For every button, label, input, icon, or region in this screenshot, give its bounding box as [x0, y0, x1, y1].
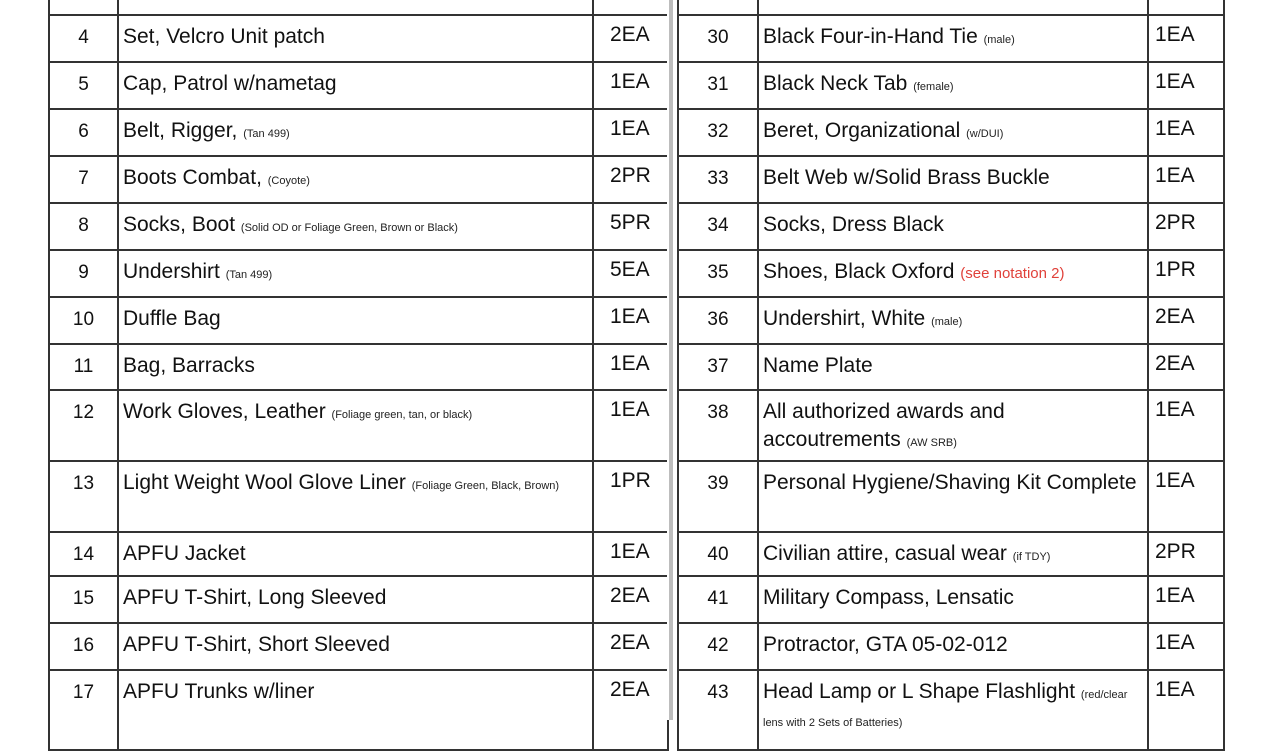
item-name: Socks, Dress Black — [763, 213, 944, 236]
item-name-cell — [758, 297, 1148, 344]
table-row — [678, 109, 1224, 156]
table-row — [678, 203, 1224, 250]
item-number: 11 — [49, 344, 118, 390]
item-quantity: 1EA — [1148, 109, 1224, 156]
table-row — [49, 532, 668, 576]
table-row — [678, 62, 1224, 109]
item-quantity: 1EA — [593, 109, 668, 156]
item-note: (Foliage green, tan, or black) — [331, 409, 473, 421]
item-quantity: 2EA — [1148, 297, 1224, 344]
item-number: 36 — [678, 297, 758, 344]
item-note: (AW SRB) — [906, 437, 957, 449]
table-row — [49, 0, 668, 15]
table-row — [678, 297, 1224, 344]
item-number: 31 — [678, 62, 758, 109]
item-quantity: 1EA — [1148, 623, 1224, 670]
item-name-cell — [118, 670, 593, 750]
table-row — [49, 670, 668, 750]
item-name-cell — [118, 390, 593, 461]
item-number: 14 — [49, 532, 118, 576]
table-row — [678, 576, 1224, 623]
item-name-cell — [758, 156, 1148, 203]
item-note: (if TDY) — [1012, 551, 1051, 563]
item-quantity: 1EA — [1148, 461, 1224, 532]
item-number: 42 — [678, 623, 758, 670]
table-row — [678, 390, 1224, 461]
item-name-cell — [118, 203, 593, 250]
item-quantity: 2EA — [1148, 344, 1224, 390]
item-number: 10 — [49, 297, 118, 344]
table-row — [49, 623, 668, 670]
packing-list-table-left — [48, 0, 669, 751]
item-quantity: 1PR — [1148, 250, 1224, 297]
item-note: (Coyote) — [267, 175, 310, 187]
item-quantity: 2EA — [593, 670, 668, 750]
table-row — [49, 203, 668, 250]
table-row — [49, 461, 668, 532]
item-name: APFU Trunks w/liner — [123, 680, 315, 703]
item-quantity: 5PR — [593, 203, 668, 250]
item-name: Black Neck Tab — [763, 72, 908, 95]
item-quantity: 1EA — [1148, 576, 1224, 623]
item-name: Set, Velcro Unit patch — [123, 25, 325, 48]
item-number: 13 — [49, 461, 118, 532]
item-number: 43 — [678, 670, 758, 750]
item-quantity: 1PR — [593, 461, 668, 532]
item-name-cell — [758, 390, 1148, 461]
packing-list-table-right — [677, 0, 1225, 751]
item-note: (red/clear lens with 2 Sets of Batteries) — [763, 689, 1128, 729]
table-row — [678, 15, 1224, 62]
item-name: Light Weight Wool Glove Liner — [123, 471, 406, 494]
item-name: APFU Jacket — [123, 542, 246, 565]
item-name: Belt, Rigger, — [123, 119, 238, 142]
item-name: Beret, Organizational — [763, 119, 961, 142]
column-divider — [669, 0, 673, 720]
item-note: (male) — [931, 316, 963, 328]
item-name: Bag, Barracks — [123, 354, 255, 377]
item-quantity: 1EA — [1148, 390, 1224, 461]
item-name-cell — [758, 0, 1148, 15]
item-name: Military Compass, Lensatic — [763, 586, 1014, 609]
item-name: Cap, Patrol w/nametag — [123, 72, 337, 95]
item-name: Black Four-in-Hand Tie — [763, 25, 978, 48]
item-number: 8 — [49, 203, 118, 250]
table-row — [49, 250, 668, 297]
item-name: Socks, Boot — [123, 213, 236, 236]
item-quantity: 1EA — [593, 344, 668, 390]
item-name: Duffle Bag — [123, 307, 221, 330]
table-row — [678, 0, 1224, 15]
item-note: (w/DUI) — [966, 128, 1004, 140]
item-quantity: 5EA — [593, 250, 668, 297]
item-name-cell — [118, 461, 593, 532]
item-number: 4 — [49, 15, 118, 62]
item-name-cell — [758, 623, 1148, 670]
item-name-cell — [758, 670, 1148, 750]
item-quantity: 2EA — [593, 576, 668, 623]
item-name-cell — [758, 344, 1148, 390]
item-note: (Solid OD or Foliage Green, Brown or Black) — [240, 222, 458, 234]
item-name-cell — [118, 0, 593, 15]
item-number: 5 — [49, 62, 118, 109]
table-row — [49, 344, 668, 390]
item-number — [678, 0, 758, 15]
item-number: 17 — [49, 670, 118, 750]
item-name-cell — [118, 576, 593, 623]
item-note: (Tan 499) — [225, 269, 273, 281]
item-number: 16 — [49, 623, 118, 670]
item-name-cell — [118, 109, 593, 156]
item-name-cell — [118, 623, 593, 670]
item-name: Boots Combat, — [123, 166, 262, 189]
item-note: (male) — [983, 34, 1015, 46]
item-name: Belt Web w/Solid Brass Buckle — [763, 166, 1050, 189]
table-row — [678, 250, 1224, 297]
table-row — [678, 156, 1224, 203]
table-row — [49, 109, 668, 156]
item-name-cell — [118, 250, 593, 297]
item-quantity: 1EA — [593, 297, 668, 344]
item-name-cell — [758, 532, 1148, 576]
item-name: Protractor, GTA 05-02-012 — [763, 633, 1008, 656]
item-name-cell — [758, 576, 1148, 623]
item-name-cell — [118, 297, 593, 344]
item-number: 33 — [678, 156, 758, 203]
item-number: 9 — [49, 250, 118, 297]
item-number: 37 — [678, 344, 758, 390]
table-row — [678, 670, 1224, 750]
item-name: Personal Hygiene/Shaving Kit Complete — [763, 471, 1137, 494]
table-row — [49, 576, 668, 623]
item-name: APFU T-Shirt, Long Sleeved — [123, 586, 387, 609]
item-name: Civilian attire, casual wear — [763, 542, 1007, 565]
item-number: 7 — [49, 156, 118, 203]
item-name: All authorized awards and accoutrements — [763, 400, 1005, 451]
item-name-cell — [118, 532, 593, 576]
item-quantity: 1EA — [1148, 156, 1224, 203]
table-row — [49, 15, 668, 62]
item-number: 30 — [678, 15, 758, 62]
item-quantity: 2EA — [593, 623, 668, 670]
table-row — [49, 390, 668, 461]
item-name-cell — [118, 344, 593, 390]
item-name: APFU T-Shirt, Short Sleeved — [123, 633, 390, 656]
item-number — [49, 0, 118, 15]
item-number: 35 — [678, 250, 758, 297]
item-quantity: 1EA — [1148, 15, 1224, 62]
item-number: 40 — [678, 532, 758, 576]
item-note: (Tan 499) — [243, 128, 290, 140]
item-number: 6 — [49, 109, 118, 156]
item-note: (female) — [913, 81, 954, 93]
item-name-cell — [118, 156, 593, 203]
item-quantity — [593, 0, 668, 15]
item-number: 38 — [678, 390, 758, 461]
table-row — [49, 297, 668, 344]
item-name-cell — [758, 62, 1148, 109]
item-name: Undershirt — [123, 260, 220, 283]
item-quantity — [1148, 0, 1224, 15]
item-quantity: 2PR — [593, 156, 668, 203]
item-name: Name Plate — [763, 354, 873, 377]
item-number: 32 — [678, 109, 758, 156]
table-row — [678, 532, 1224, 576]
item-quantity: 2PR — [1148, 532, 1224, 576]
table-row — [49, 156, 668, 203]
item-name-cell — [758, 15, 1148, 62]
item-name-cell — [758, 461, 1148, 532]
item-name-cell — [758, 203, 1148, 250]
item-name-cell — [758, 109, 1148, 156]
item-name: Undershirt, White — [763, 307, 926, 330]
item-name-cell — [118, 15, 593, 62]
item-number: 41 — [678, 576, 758, 623]
item-quantity: 2EA — [593, 15, 668, 62]
item-quantity: 1EA — [593, 390, 668, 461]
item-number: 39 — [678, 461, 758, 532]
item-note: (Foliage Green, Black, Brown) — [411, 480, 560, 492]
item-name: Head Lamp or L Shape Flashlight — [763, 680, 1076, 703]
item-name: Work Gloves, Leather — [123, 400, 326, 423]
table-row — [678, 623, 1224, 670]
item-number: 12 — [49, 390, 118, 461]
item-quantity: 1EA — [593, 62, 668, 109]
table-row — [49, 62, 668, 109]
table-row — [678, 461, 1224, 532]
item-quantity: 1EA — [593, 532, 668, 576]
item-name-cell — [118, 62, 593, 109]
item-name: Shoes, Black Oxford — [763, 260, 955, 283]
item-quantity: 2PR — [1148, 203, 1224, 250]
item-name-cell — [758, 250, 1148, 297]
item-number: 34 — [678, 203, 758, 250]
item-quantity: 1EA — [1148, 670, 1224, 750]
item-number: 15 — [49, 576, 118, 623]
item-notation: (see notation 2) — [960, 265, 1065, 282]
item-quantity: 1EA — [1148, 62, 1224, 109]
table-row — [678, 344, 1224, 390]
